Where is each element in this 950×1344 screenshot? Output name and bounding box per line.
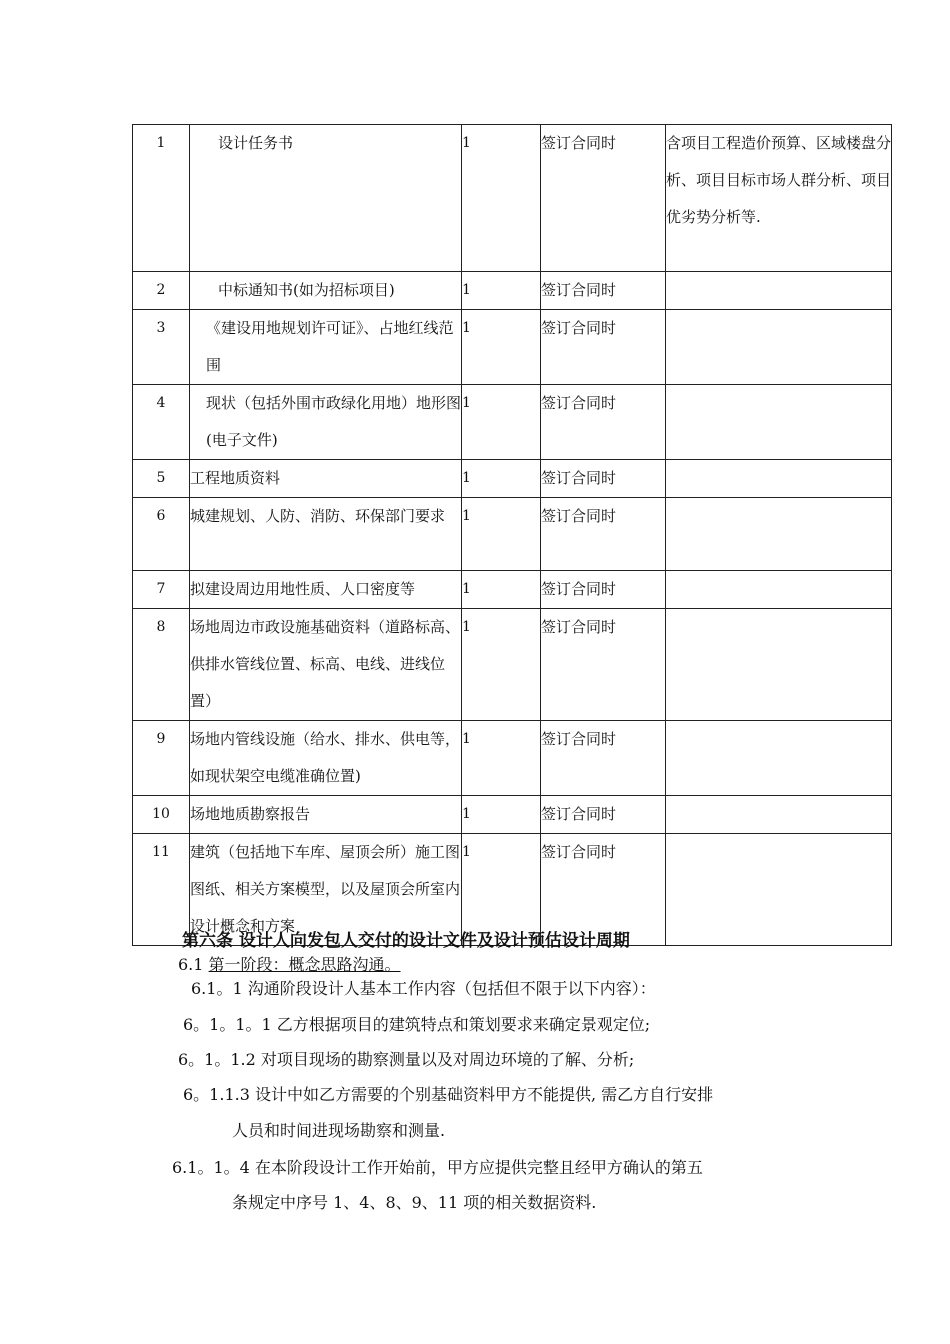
material-name: 工程地质资料 [190, 460, 462, 498]
delivery-time: 签订合同时 [541, 571, 666, 609]
material-name: 现状（包括外围市政绿化用地）地形图(电子文件) [190, 385, 462, 460]
remarks [666, 385, 892, 460]
remarks [666, 571, 892, 609]
table-row [133, 385, 892, 460]
delivery-time: 签订合同时 [541, 460, 666, 498]
row-number: 5 [133, 460, 190, 498]
material-name: 《建设用地规划许可证》、占地红线范围 [190, 310, 462, 385]
material-name: 拟建设周边用地性质、人口密度等 [190, 571, 462, 609]
material-name: 场地地质勘察报告 [190, 796, 462, 834]
material-name: 场地周边市政设施基础资料（道路标高、供排水管线位置、标高、电线、进线位置） [190, 609, 462, 721]
remarks [666, 460, 892, 498]
clause-6-1-1-3-cont: 人员和时间进现场勘察和测量. [232, 1121, 446, 1140]
remarks [666, 721, 892, 796]
materials-table [132, 124, 892, 946]
table-row [133, 571, 892, 609]
clause-6-1-1-4-cont: 条规定中序号 1、4、8、9、11 项的相关数据资料. [232, 1193, 597, 1212]
delivery-time: 签订合同时 [541, 721, 666, 796]
quantity: 1 [462, 796, 541, 834]
delivery-time: 签订合同时 [541, 498, 666, 571]
delivery-time: 签订合同时 [541, 385, 666, 460]
article-six-heading: 第六条 设计人向发包人交付的设计文件及设计预估设计周期 [182, 931, 630, 951]
delivery-time: 签订合同时 [541, 272, 666, 310]
quantity: 1 [462, 125, 541, 272]
clause-6-1-1-2: 6。1。1.2 对项目现场的勘察测量以及对周边环境的了解、分析; [178, 1050, 635, 1069]
table-row [133, 460, 892, 498]
quantity: 1 [462, 498, 541, 571]
quantity: 1 [462, 571, 541, 609]
remarks: 含项目工程造价预算、区域楼盘分析、项目目标市场人群分析、项目优劣势分析等. [666, 125, 892, 272]
quantity: 1 [462, 834, 541, 946]
row-number: 8 [133, 609, 190, 721]
row-number: 11 [133, 834, 190, 946]
material-name: 城建规划、人防、消防、环保部门要求 [190, 498, 462, 571]
row-number: 9 [133, 721, 190, 796]
row-number: 6 [133, 498, 190, 571]
row-number: 10 [133, 796, 190, 834]
quantity: 1 [462, 721, 541, 796]
clause-6-1-1-3: 6。1.1.3 设计中如乙方需要的个别基础资料甲方不能提供, 需乙方自行安排 [183, 1085, 714, 1104]
clause-6-1-1-4: 6.1。1。4 在本阶段设计工作开始前，甲方应提供完整且经甲方确认的第五 [172, 1158, 703, 1177]
phase-one-line [178, 952, 401, 975]
table-row [133, 272, 892, 310]
row-number: 2 [133, 272, 190, 310]
clause-number: 6.1 [178, 955, 204, 974]
quantity: 1 [462, 460, 541, 498]
delivery-time: 签订合同时 [541, 609, 666, 721]
delivery-time: 签订合同时 [541, 310, 666, 385]
row-number: 1 [133, 125, 190, 272]
table-row [133, 796, 892, 834]
row-number: 4 [133, 385, 190, 460]
clause-6-1-1: 6.1。1 沟通阶段设计人基本工作内容（包括但不限于以下内容）： [191, 979, 656, 998]
remarks [666, 796, 892, 834]
table-row [133, 609, 892, 721]
clause-6-1-1-1: 6。1。1。1 乙方根据项目的建筑特点和策划要求来确定景观定位; [183, 1015, 651, 1034]
material-name: 设计任务书 [190, 125, 462, 272]
remarks [666, 609, 892, 721]
remarks [666, 834, 892, 946]
remarks [666, 310, 892, 385]
quantity: 1 [462, 609, 541, 721]
row-number: 3 [133, 310, 190, 385]
delivery-time: 签订合同时 [541, 834, 666, 946]
quantity: 1 [462, 272, 541, 310]
quantity: 1 [462, 385, 541, 460]
material-name: 建筑（包括地下车库、屋顶会所）施工图图纸、相关方案模型，以及屋顶会所室内设计概念和方案 [190, 834, 462, 946]
remarks [666, 272, 892, 310]
delivery-time: 签订合同时 [541, 796, 666, 834]
table-row [133, 125, 892, 272]
quantity: 1 [462, 310, 541, 385]
table-row [133, 310, 892, 385]
row-number: 7 [133, 571, 190, 609]
table-row [133, 721, 892, 796]
material-name: 场地内管线设施（给水、排水、供电等，如现状架空电缆准确位置) [190, 721, 462, 796]
material-name: 中标通知书(如为招标项目) [190, 272, 462, 310]
remarks [666, 498, 892, 571]
phase-one-title: 第一阶段：概念思路沟通。 [208, 955, 401, 974]
delivery-time: 签订合同时 [541, 125, 666, 272]
table-row [133, 498, 892, 571]
